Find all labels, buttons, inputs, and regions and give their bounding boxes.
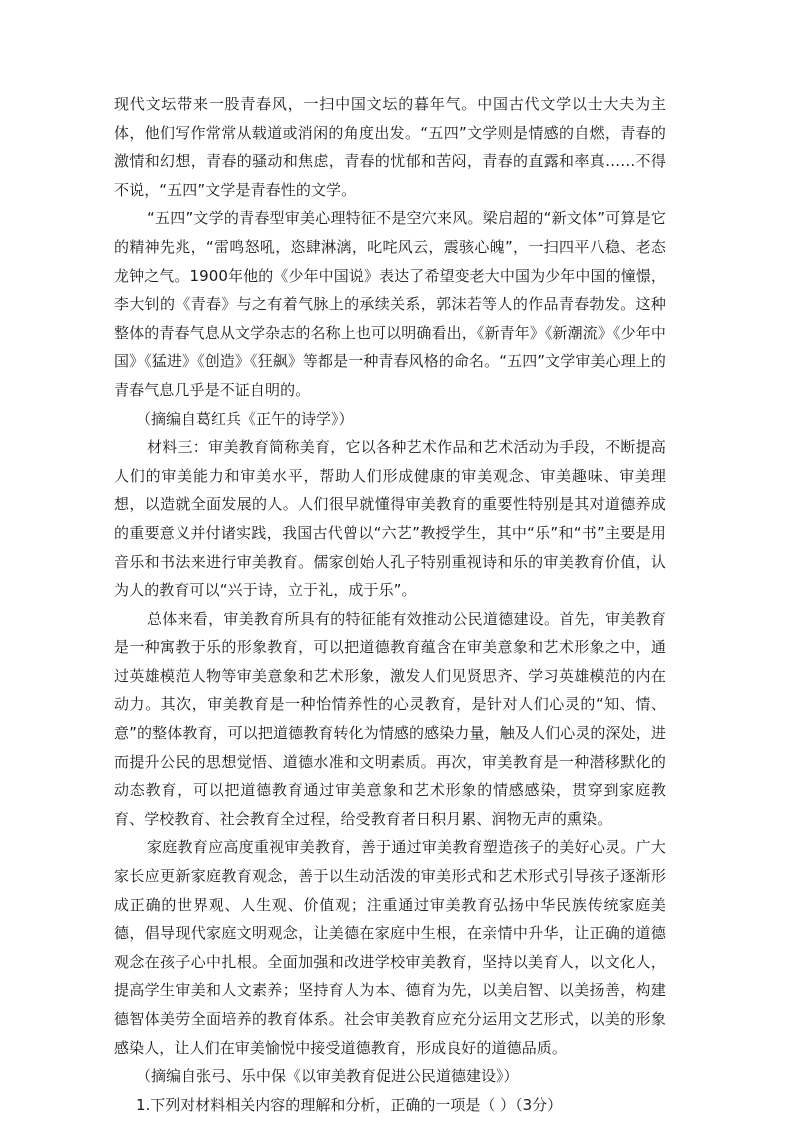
source-citation-zhang-gong: （摘编自张弓、乐中保《以审美教育促进公民道德建设》） <box>136 1067 519 1086</box>
document-page <box>114 90 666 1119</box>
paragraph-aesthetic-psychology: “五四”文学的青春型审美心理特征不是空穴来风。梁启超的“新文体”可算是它的精神先兆，“雷鸣怒吼，恣肆淋漓，叱咤风云，震骇心魄”，一扫四平八稳、老态龙钟之气。1900年他的《少年中国说》表达了希望变老大中国为少年中国的憧憬，李大钊的《青春》与之有着气脉上的承续关系，郭沫若等人的作品青春勃发。这种整体的青春气息从文学杂志的名称上也可以明确看出，《新青年》《新潮流》《少年中国》《猛进》《创造》《狂飙》等都是一种青春风格的命名。“五四”文学审美心理上的青春气息几乎是不证自明的。 <box>114 209 666 399</box>
paragraph-youth-literature: 现代文坛带来一股青春风，一扫中国文坛的暮年气。中国古代文学以士大夫为主体，他们写作常常从载道或消闲的角度出发。“五四”文学则是情感的自燃，青春的激情和幻想，青春的骚动和焦虑，青春的忧郁和苦闷，青春的直露和率真……不得不说，“五四”文学是青春性的文学。 <box>114 95 666 199</box>
paragraph-family-education: 家庭教育应高度重视审美教育，善于通过审美教育塑造孩子的美好心灵。广大家长应更新家庭教育观念，善于以生动活泼的审美形式和艺术形式引导孩子逐渐形成正确的世界观、人生观、价值观；注重通过审美教育弘扬中华民族传统家庭美德，倡导现代家庭文明观念，让美德在家庭中生根，在亲情中升华，让正确的道德观念在孩子心中扎根。全面加强和改进学校审美教育，坚持以美育人，以文化人，提高学生审美和人文素养；坚持育人为本、德育为先，以美启智、以美扬善，构建德智体美劳全面培养的教育体系。社会审美教育应充分运用文艺形式，以美的形象感染人，让人们在审美愉悦中接受道德教育，形成良好的道德品质。 <box>114 838 666 1057</box>
paragraph-aesthetic-education-features: 总体来看，审美教育所具有的特征能有效推动公民道德建设。首先，审美教育是一种寓教于乐的形象教育，可以把道德教育蕴含在审美意象和艺术形象之中，通过英雄模范人物等审美意象和艺术形象，激发人们见贤思齐、学习英雄模范的内在动力。其次，审美教育是一种怡情养性的心灵教育，是针对人们心灵的“知、情、意”的整体教育，可以把道德教育转化为情感的感染力量，触及人们心灵的深处，进而提升公民的思想觉悟、道德水准和文明素质。再次，审美教育是一种潜移默化的动态教育，可以把道德教育通过审美意象和艺术形象的情感感染，贯穿到家庭教育、学校教育、社会教育全过程，给受教育者日积月累、润物无声的熏染。 <box>114 609 666 828</box>
paragraph-material-three-intro: 材料三：审美教育简称美育，它以各种艺术作品和艺术活动为手段，不断提高人们的审美能力和审美水平，帮助人们形成健康的审美观念、审美趣味、审美理想，以造就全面发展的人。人们很早就懂得审美教育的重要性特别是其对道德养成的重要意义并付诸实践，我国古代曾以“六艺”教授学生，其中“乐”和“书”主要是用音乐和书法来进行审美教育。儒家创始人孔子特别重视诗和乐的审美教育价值，认为人的教育可以“兴于诗，立于礼，成于乐”。 <box>114 438 666 600</box>
source-citation-ge-hongbing: （摘编自葛红兵《正午的诗学》） <box>136 409 354 428</box>
question-one: 1.下列对材料相关内容的理解和分析，正确的一项是（ ）（3分） <box>136 1095 563 1114</box>
